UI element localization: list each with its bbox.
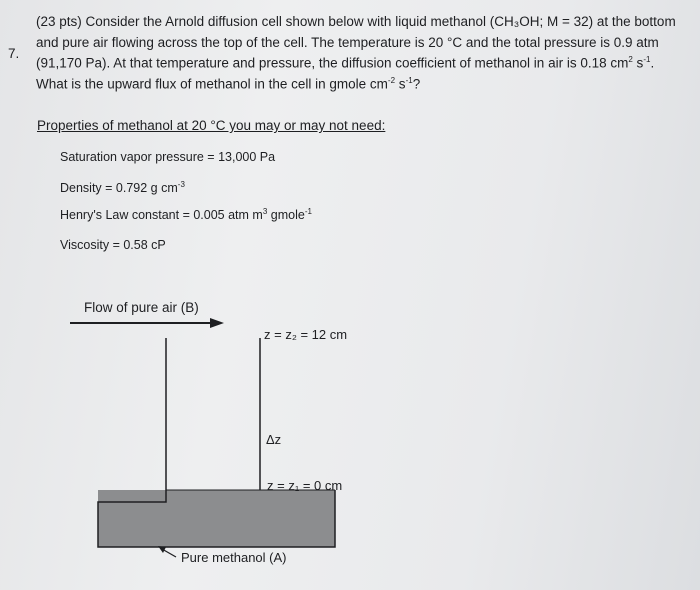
question-line-4-text: What is the upward flux of methanol in the cell in gmole cm	[36, 76, 388, 92]
z-top-label: z = z₂ = 12 cm	[264, 327, 348, 342]
question-line-4-mid: s	[395, 76, 406, 92]
z-bottom-label: z = z₁ = 0 cm	[267, 478, 343, 493]
henry-unit: gmole	[267, 208, 305, 223]
question-line-3-mid: s	[632, 55, 644, 71]
saturation-vapor-pressure: Saturation vapor pressure = 13,000 Pa	[60, 150, 276, 164]
question-line-3-sup-1: 2	[628, 55, 633, 64]
air-flow-arrowhead	[210, 318, 224, 328]
question-line-3-sup-2: -1	[643, 55, 651, 64]
henry-text: Henry's Law constant = 0.005 atm m	[60, 208, 263, 223]
question-line-4-sup-1: -2	[387, 76, 396, 85]
question-text-line-1: (23 pts) Consider the Arnold diffusion cell shown below with liquid methanol (CH₃OH; M = 32) at the bottom	[36, 14, 676, 29]
density-exponent: -3	[177, 180, 185, 189]
delta-z-label: Δz	[266, 432, 282, 447]
density-text: Density = 0.792 g cm	[60, 181, 178, 196]
liquid-pointer-head	[158, 546, 166, 553]
methanol-liquid-label: Pure methanol (A)	[181, 550, 287, 565]
henry-exponent-1: 3	[262, 207, 268, 216]
question-line-3-end: .	[650, 55, 655, 71]
methanol-liquid-pool	[98, 490, 335, 547]
henry-exponent-2: -1	[304, 207, 312, 216]
question-text-line-2: and pure air flowing across the top of the cell. The temperature is 20 °C and the total pressure is 0.9 atm	[36, 35, 659, 50]
properties-heading: Properties of methanol at 20 °C you may or may not need:	[37, 118, 386, 133]
question-line-4-sup-2: -1	[405, 76, 413, 85]
question-line-3-text: (91,170 Pa). At that temperature and pressure, the diffusion coefficient of methanol in air is 0.18 cm	[36, 55, 629, 71]
question-number: 7.	[8, 46, 20, 61]
viscosity: Viscosity = 0.58 cP	[60, 238, 166, 252]
question-line-4-end: ?	[412, 76, 421, 92]
air-flow-label: Flow of pure air (B)	[84, 300, 199, 315]
